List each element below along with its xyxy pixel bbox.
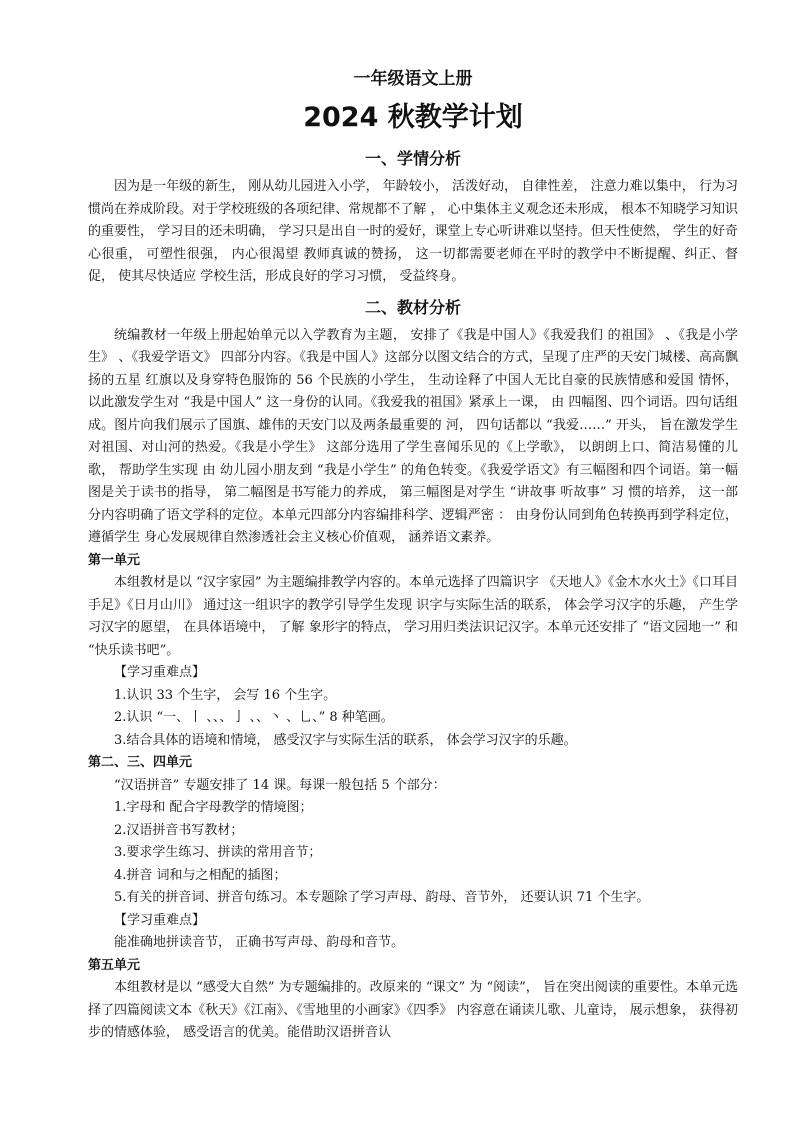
unit234-item: 1.字母和 配合字母教学的情境图； [114, 800, 313, 815]
unit1-key-title: 【学习重难点】 [114, 665, 206, 680]
unit234-title: 第二、三、四单元 [88, 755, 193, 770]
section-title-student-analysis: 一、学情分析 [364, 149, 461, 168]
student-analysis-paragraph: 因为是一年级的新生， 刚从幼儿园进入小学， 年龄较小， 活泼好动， 自律性差， 注意力难以集中， 行为习惯尚在养成阶段。对于学校班级的各项纪律、常规都不了解 ， 心中集体主义观念还未形成， 根本不知晓学习知识的重要性， 学习目的还未明确， 学习只是出自一时的爱好，课堂上专心听讲难以坚持。但天性使然， 学生的好奇心很重， 可塑性很强， 内心很渴望 教师真诚的赞扬， 这一切都需要老师在平时的教学中不断提醒、纠正、督促， 使其尽快适应 学校生活，形成良好的学习习惯， 受益终身。 [88, 179, 738, 284]
unit1-item: 2.认识 “一、丨 、、、亅 、、丶 、乚、” 8 种笔画。 [114, 710, 394, 725]
main-title: 2024 秋教学计划 [303, 102, 523, 133]
unit234-key-title: 【学习重难点】 [114, 912, 206, 928]
unit1-item: 1.认识 33 个生字， 会写 16 个生字。 [114, 687, 337, 703]
unit234-item: 2.汉语拼音书写教材； [114, 822, 244, 838]
unit1-title: 第一单元 [88, 552, 141, 568]
unit5-paragraph: 本组教材是以 “感受大自然” 为专题编排的。改原来的 “课文” 为 “阅读”， 旨在突出阅读的重要性。本单元选择了四篇阅读文本《秋天》《江南》、《雪地里的小画家》《四季》 内容意在诵读儿歌、儿童诗， 展示想象， 获得初步的情感体验， 感受语言的优美。能借助汉语拼音认 [88, 980, 738, 1040]
unit234-item: 3.要求学生练习、拼读的常用音节； [114, 845, 322, 860]
unit234-key-text: 能准确地拼读音节， 正确书写声母、韵母和音节。 [114, 935, 405, 950]
section-title-textbook-analysis: 二、教材分析 [364, 297, 461, 317]
textbook-analysis-paragraph: 统编教材一年级上册起始单元以入学教育为主题， 安排了《我是中国人》《我爱我们 的祖国》 、《我是小学生》 、《我爱学语文》 四部分内容。《我是中国人》这部分以图文结合的方式，呈现了庄严的天安门城楼、高高飘扬的五星 红旗以及身穿特色服饰的 56 个民族的小学生， 生动诠释了中国人无比自豪的民族情感和爱国 情怀， 以此激发学生对 “我是中国人” 这一身份的认同。《我爱我的祖国》紧承上一课， 由 四幅图、四个词语。四句话组成。图片向我们展示了国旗、雄伟的天安门以及两条最重要的 河， 四句话都以 “我爱……” 开头， 旨在激发学生对祖国、对山河的热爱。《我是小学生》 这部分选用了学生喜闻乐见的《上学歌》， 以朗朗上口、简洁易懂的儿歌， 帮助学生实现 由 幼儿园小朋友到 “我是小学生” 的角色转变。《我爱学语文》有三幅图和四个词语。第一幅 图是关于读书的指导， 第二幅图是书写能力的养成， 第三幅图是对学生 “讲故事 听故事” 习 惯的培养， 这一部分内容明确了语文学科的定位。本单元四部分内容编排科学、逻辑严密 ： 由身份认同到角色转换再到学科定位， 遵循学生 身心发展规律自然渗透社会主义核心价值观， 涵养语文素养。 [88, 327, 738, 545]
grade-title: 一年级语文上册 [353, 69, 473, 89]
unit234-intro: “汉语拼音” 专题安排了 14 课。每课一般包括 5 个部分： [114, 777, 446, 793]
unit234-item: 5.有关的拼音词、拼音句练习。本专题除了学习声母、韵母、音节外， 还要认识 71 个生字。 [114, 890, 650, 905]
unit234-item: 4.拼音 词和与之相配的插图； [114, 867, 287, 883]
unit1-item: 3.结合具体的语境和情境， 感受汉字与实际生活的联系， 体会学习汉字的乐趣。 [114, 732, 577, 748]
unit1-paragraph: 本组教材是以 “汉字家园” 为主题编排教学内容的。本单元选择了四篇识字 《天地人》《金木水火土》《口耳目手足》《日月山川》 通过这一组识字的教学引导学生发现 识字与实际生活的联系， 体会学习汉字的乐趣， 产生学习汉字的愿望， 在具体语境中， 了解 象形字的特点， 学习用归类法识记汉字。本单元还安排了 “语文园地一” 和 “快乐读书吧”。 [88, 575, 738, 658]
unit5-title: 第五单元 [88, 957, 141, 973]
document-page [88, 62, 738, 1045]
